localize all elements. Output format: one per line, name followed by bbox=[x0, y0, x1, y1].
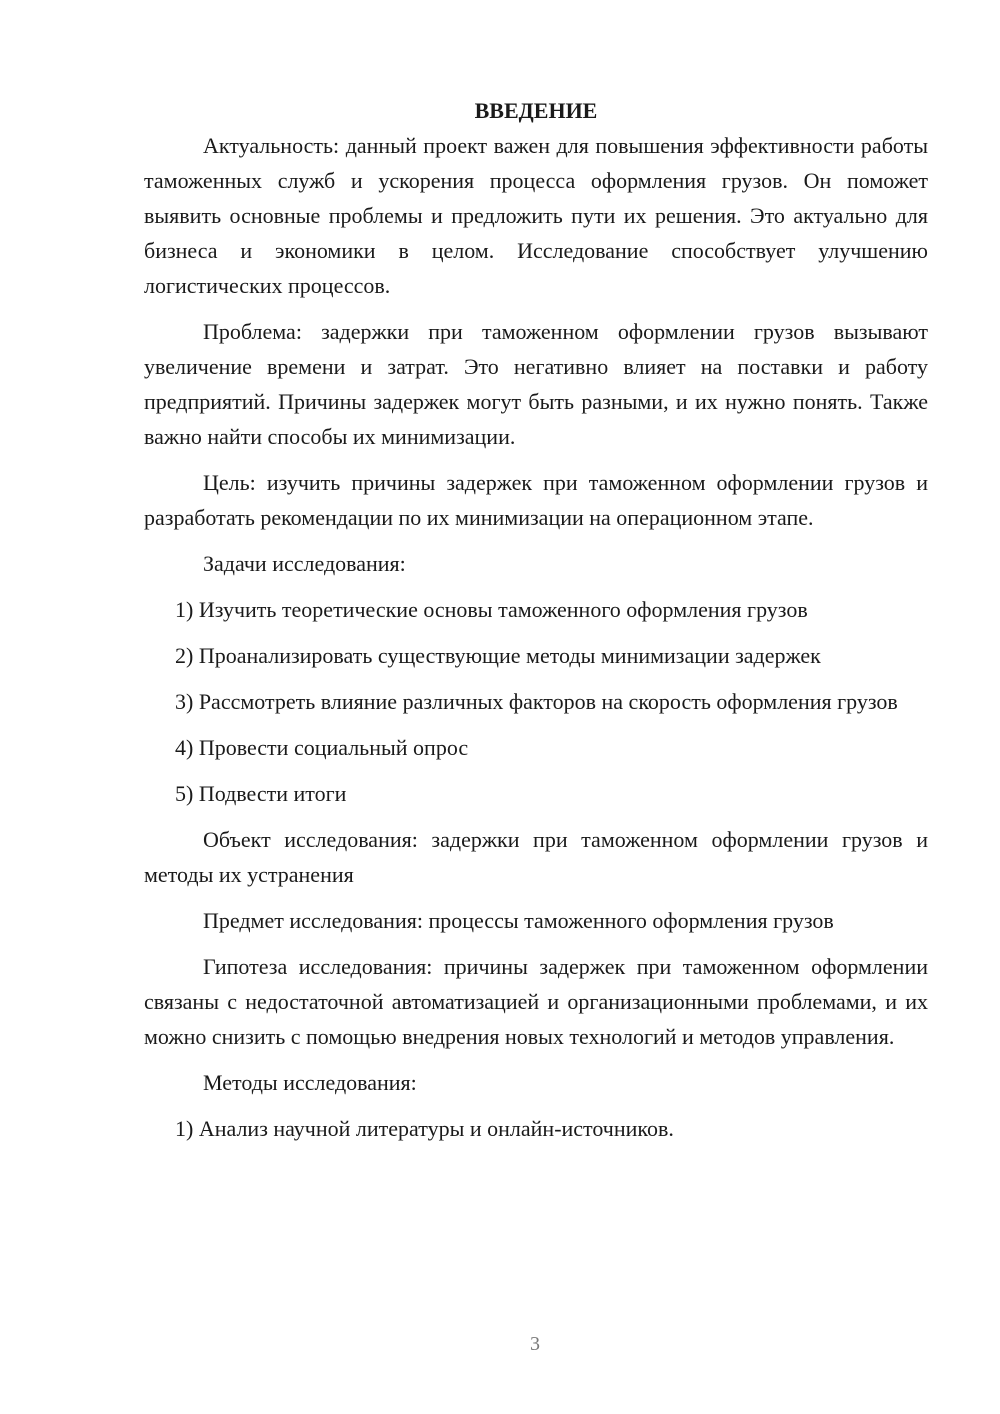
document-body bbox=[144, 93, 928, 1146]
tasks-heading: Задачи исследования: bbox=[203, 551, 406, 576]
goal-paragraph: Цель: изучить причины задержек при таможенном оформлении грузов и разработать рекомендации по их минимизации на операционном этапе. bbox=[144, 470, 928, 530]
page-title: ВВЕДЕНИЕ bbox=[474, 98, 598, 123]
task-item: 3) Рассмотреть влияние различных факторов на скорость оформления грузов bbox=[175, 689, 898, 714]
problem-paragraph: Проблема: задержки при таможенном оформлении грузов вызывают увеличение времени и затрат. Это негативно влияет на поставки и работу предприятий. Причины задержек могут быть разными, и их нужно понять. Также важно найти способы их минимизации. bbox=[144, 319, 928, 449]
task-item: 5) Подвести итоги bbox=[175, 781, 347, 806]
method-item: 1) Анализ научной литературы и онлайн-источников. bbox=[175, 1116, 674, 1141]
relevance-paragraph: Актуальность: данный проект важен для повышения эффективности работы таможенных служб и ускорения процесса оформления грузов. Он поможет выявить основные проблемы и предложить пути их решения. Это актуально для бизнеса и экономики в целом. Исследование способствует улучшению логистических процессов. bbox=[144, 133, 928, 298]
methods-heading: Методы исследования: bbox=[203, 1070, 417, 1095]
page-number: 3 bbox=[530, 1333, 540, 1355]
hypothesis-paragraph: Гипотеза исследования: причины задержек при таможенном оформлении связаны с недостаточной автоматизацией и организационными проблемами, и их можно снизить с помощью внедрения новых технологий и методов управления. bbox=[144, 954, 928, 1049]
task-item: 4) Провести социальный опрос bbox=[175, 735, 469, 760]
task-item: 2) Проанализировать существующие методы минимизации задержек bbox=[175, 643, 821, 668]
subject-paragraph: Предмет исследования: процессы таможенного оформления грузов bbox=[203, 908, 834, 933]
object-paragraph: Объект исследования: задержки при таможенном оформлении грузов и методы их устранения bbox=[144, 827, 928, 887]
task-item: 1) Изучить теоретические основы таможенного оформления грузов bbox=[175, 597, 808, 622]
